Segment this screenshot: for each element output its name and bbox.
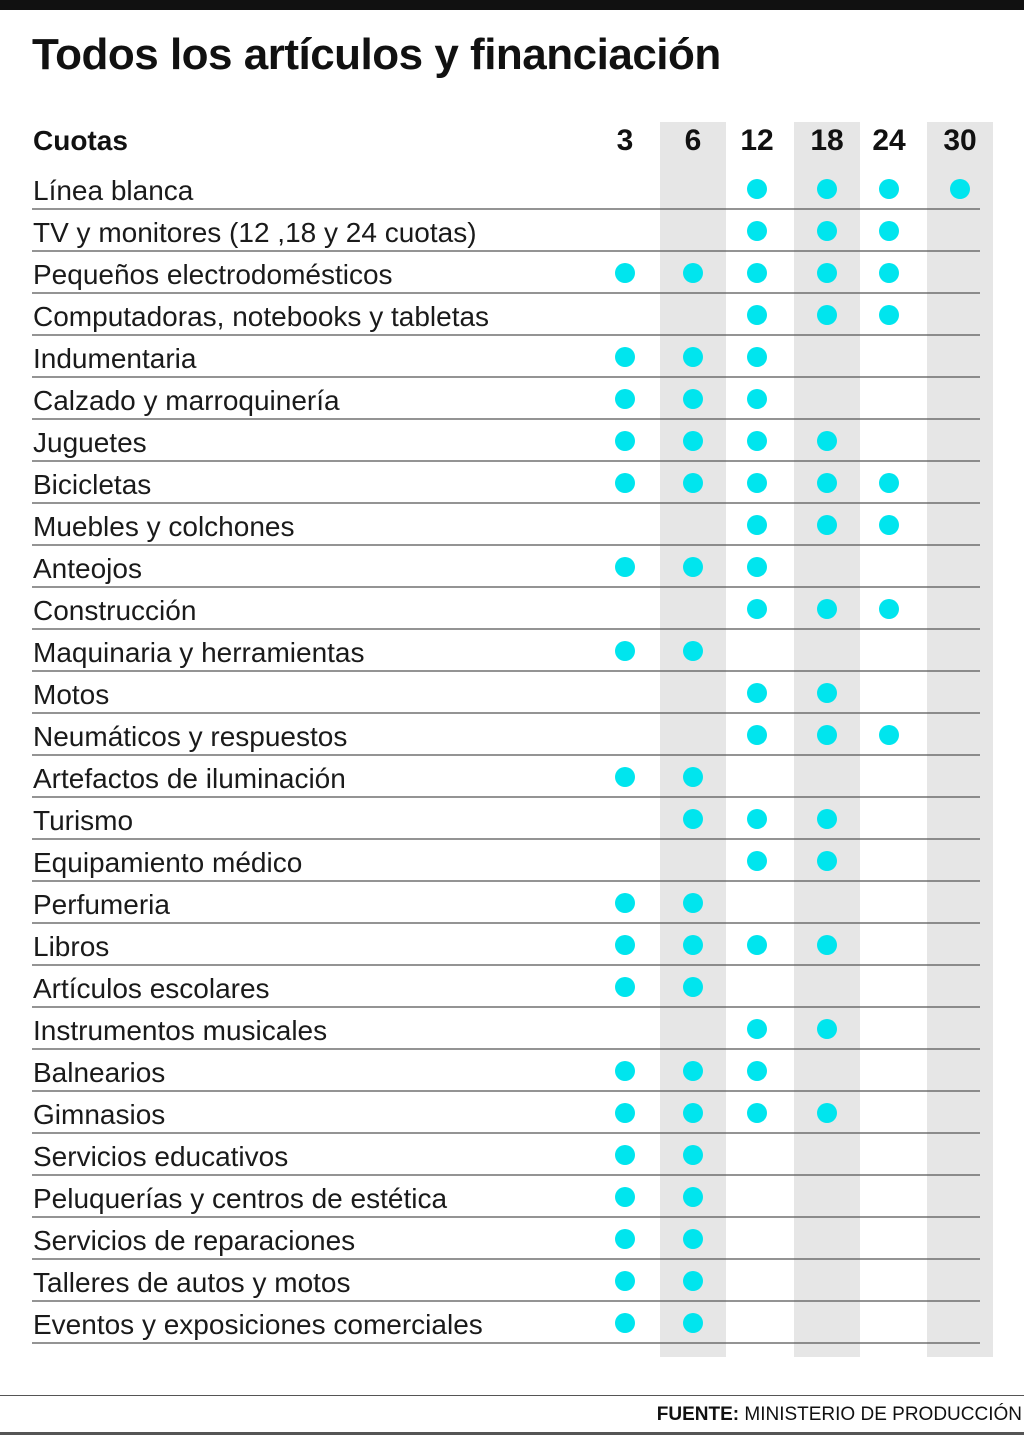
marker-dot [683,347,703,367]
marker-dot [683,557,703,577]
row-label: Línea blanca [33,175,194,206]
marker-dot [817,179,837,199]
marker-dot [950,179,970,199]
marker-dot [817,851,837,871]
row-label: Servicios educativos [33,1141,289,1172]
marker-dot [747,389,767,409]
marker-dot [683,1103,703,1123]
marker-dot [683,641,703,661]
marker-dot [615,263,635,283]
row-label: Artefactos de iluminación [33,763,346,794]
column-label-30: 30 [943,124,977,157]
marker-dot [747,851,767,871]
marker-dot [817,263,837,283]
row-label: Indumentaria [33,343,197,374]
marker-dot [747,221,767,241]
marker-dot [879,263,899,283]
marker-dot [747,725,767,745]
source-note [657,1404,1022,1426]
marker-dot [615,1187,635,1207]
marker-dot [817,1103,837,1123]
marker-dot [615,893,635,913]
marker-dot [615,347,635,367]
marker-dot [817,935,837,955]
marker-dot [817,221,837,241]
marker-dot [683,389,703,409]
chart-title: Todos los artículos y financiación [32,30,721,79]
marker-dot [683,1313,703,1333]
marker-dot [683,935,703,955]
marker-dot [683,1187,703,1207]
marker-dot [615,1061,635,1081]
marker-dot [683,809,703,829]
marker-dot [879,221,899,241]
row-label: Balnearios [33,1057,166,1088]
row-label: Computadoras, notebooks y tabletas [33,301,490,332]
column-label-24: 24 [872,124,906,157]
marker-dot [615,389,635,409]
marker-dot [817,599,837,619]
row-label: Gimnasios [33,1099,166,1130]
marker-dot [747,431,767,451]
marker-dot [747,305,767,325]
marker-dot [747,1061,767,1081]
marker-dot [615,1145,635,1165]
marker-dot [683,767,703,787]
marker-dot [683,1271,703,1291]
row-label: Libros [33,931,110,962]
row-label: Neumáticos y respuestos [33,721,348,752]
marker-dot [879,473,899,493]
marker-dot [817,473,837,493]
marker-dot [747,809,767,829]
row-label: Eventos y exposiciones comerciales [33,1309,483,1340]
shaded-column-6 [660,122,726,1357]
marker-dot [615,1229,635,1249]
column-label-12: 12 [740,124,774,157]
marker-dot [615,767,635,787]
row-label: Talleres de autos y motos [33,1267,351,1298]
row-label: Muebles y colchones [33,511,295,542]
row-label: TV y monitores (12 ,18 y 24 cuotas) [33,217,477,248]
column-label-6: 6 [684,124,702,157]
marker-dot [879,725,899,745]
marker-dot [615,473,635,493]
marker-dot [747,515,767,535]
row-label: Bicicletas [33,469,152,500]
marker-dot [879,179,899,199]
row-label: Maquinaria y herramientas [33,637,365,668]
marker-dot [615,935,635,955]
marker-dot [683,263,703,283]
marker-dot [683,1145,703,1165]
marker-dot [747,1019,767,1039]
marker-dot [683,893,703,913]
row-label: Juguetes [33,427,147,458]
marker-dot [683,1061,703,1081]
row-label: Anteojos [33,553,142,584]
marker-dot [683,473,703,493]
marker-dot [747,557,767,577]
row-header-label: Cuotas [33,125,128,156]
marker-dot [817,809,837,829]
marker-dot [615,977,635,997]
marker-dot [683,431,703,451]
marker-dot [817,431,837,451]
shaded-column-30 [927,122,993,1357]
marker-dot [817,1019,837,1039]
row-label: Pequeños electrodomésticos [33,259,393,290]
marker-dot [615,1271,635,1291]
marker-dot [683,977,703,997]
marker-dot [615,1103,635,1123]
marker-dot [747,473,767,493]
marker-dot [615,641,635,661]
row-label: Equipamiento médico [33,847,303,878]
row-label: Instrumentos musicales [33,1015,328,1046]
source-text: MINISTERIO DE PRODUCCIÓN [744,1404,1022,1425]
marker-dot [615,431,635,451]
marker-dot [817,725,837,745]
marker-dot [879,515,899,535]
marker-dot [615,557,635,577]
source-label: FUENTE: [656,1404,740,1425]
row-label: Motos [33,679,110,710]
marker-dot [879,305,899,325]
marker-dot [747,347,767,367]
marker-dot [879,599,899,619]
marker-dot [817,683,837,703]
marker-dot [817,515,837,535]
row-label: Construcción [33,595,197,626]
row-label: Servicios de reparaciones [33,1225,356,1256]
marker-dot [615,1313,635,1333]
marker-dot [683,1229,703,1249]
marker-dot [747,1103,767,1123]
marker-dot [747,935,767,955]
row-label: Perfumeria [33,889,170,920]
marker-dot [747,179,767,199]
row-label: Peluquerías y centros de estética [33,1183,448,1214]
column-label-3: 3 [616,124,634,157]
row-label: Calzado y marroquinería [33,385,340,416]
row-label: Artículos escolares [33,973,270,1004]
marker-dot [747,599,767,619]
marker-dot [747,683,767,703]
row-label: Turismo [33,805,134,836]
marker-dot [817,305,837,325]
marker-dot [747,263,767,283]
column-label-18: 18 [810,124,844,157]
footer-divider [0,1395,1024,1396]
